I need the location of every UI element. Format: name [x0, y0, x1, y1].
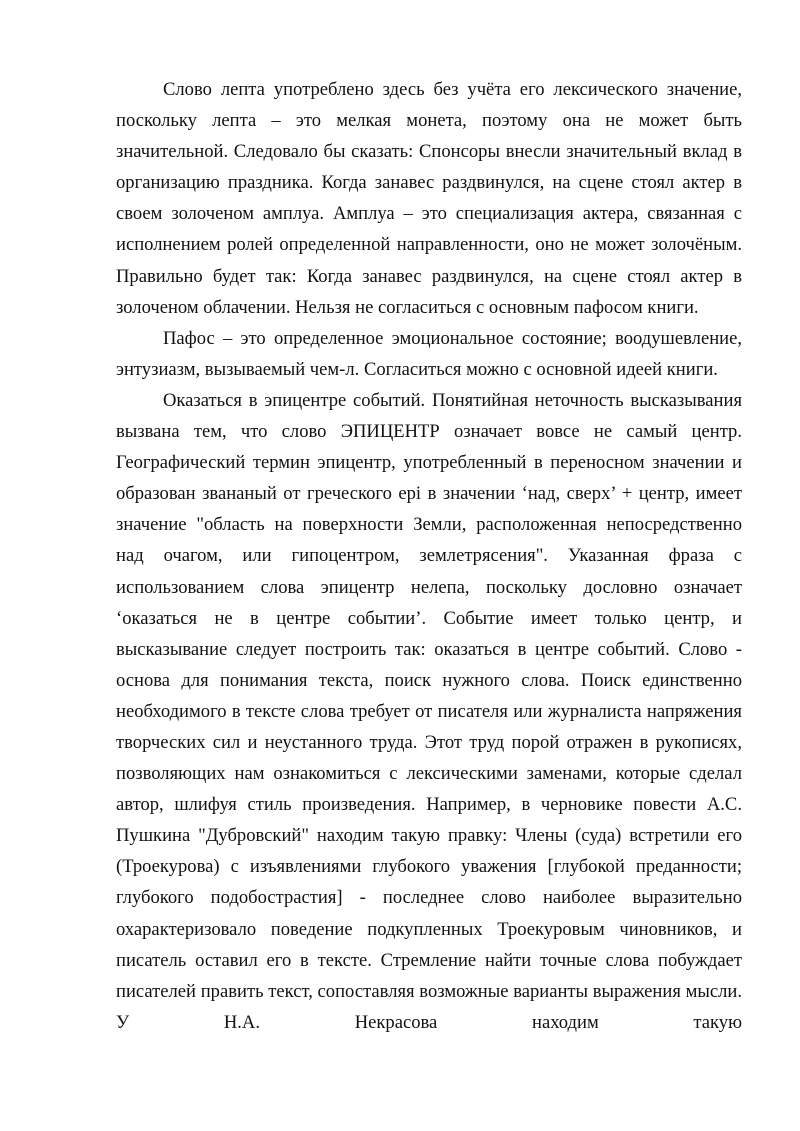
paragraph-3: Оказаться в эпицентре событий. Понятийная неточность высказывания вызвана тем, что слово ЭПИЦЕНТР означает вовсе не самый центр. Географический термин эпицентр, употребленный в переносном значении и образован звананый от греческого epi в значении ‘над, сверх’ + центр, имеет значение "область на поверхности Земли, расположенная непосредственно над очагом, или гипоцентром, землетрясения". Указанная фраза с использованием слова эпицентр нелепа, поскольку дословно означает ‘оказаться не в центре событии’. Событие имеет только центр, и высказывание следует построить так: оказаться в центре событий. Слово - основа для понимания текста, поиск нужного слова. Поиск единственно необходимого в тексте слова требует от писателя или журналиста напряжения творческих сил и неустанного труда. Этот труд порой отражен в рукописях, позволяющих нам ознакомиться с лексическими заменами, которые сделал автор, шлифуя стиль произведения. Например, в черновике повести А.С. Пушкина "Дубровский" находим такую правку: Члены (суда) встретили его (Троекурова) с изъявлениями глубокого уважения [глубокой преданности; глубокого подобострастия] - последнее слово наиболее выразительно охарактеризовало поведение подкупленных Троекуровым чиновников, и писатель оставил его в тексте. Стремление найти точные слова побуждает писателей править текст, сопоставляя возможные варианты выражения мысли. У Н.А. Некрасова находим такую [116, 389, 742, 1033]
document-body [116, 74, 742, 1038]
paragraph-2: Пафос – это определенное эмоциональное состояние; воодушевление, энтузиазм, вызываемый чем-л. Согласиться можно с основной идеей книги. [116, 327, 742, 380]
paragraph-1: Слово лепта употреблено здесь без учёта его лексического значение, поскольку лепта – это мелкая монета, поэтому она не может быть значительной. Следовало бы сказать: Спонсоры внесли значительный вклад в организацию праздника. Когда занавес раздвинулся, на сцене стоял актер в своем золоченом амплуа. Амплуа – это специализация актера, связанная с исполнением ролей определенной направленности, оно не может золочёным. Правильно будет так: Когда занавес раздвинулся, на сцене стоял актер в золоченом облачении. Нельзя не согласиться с основным пафосом книги. [116, 79, 742, 318]
